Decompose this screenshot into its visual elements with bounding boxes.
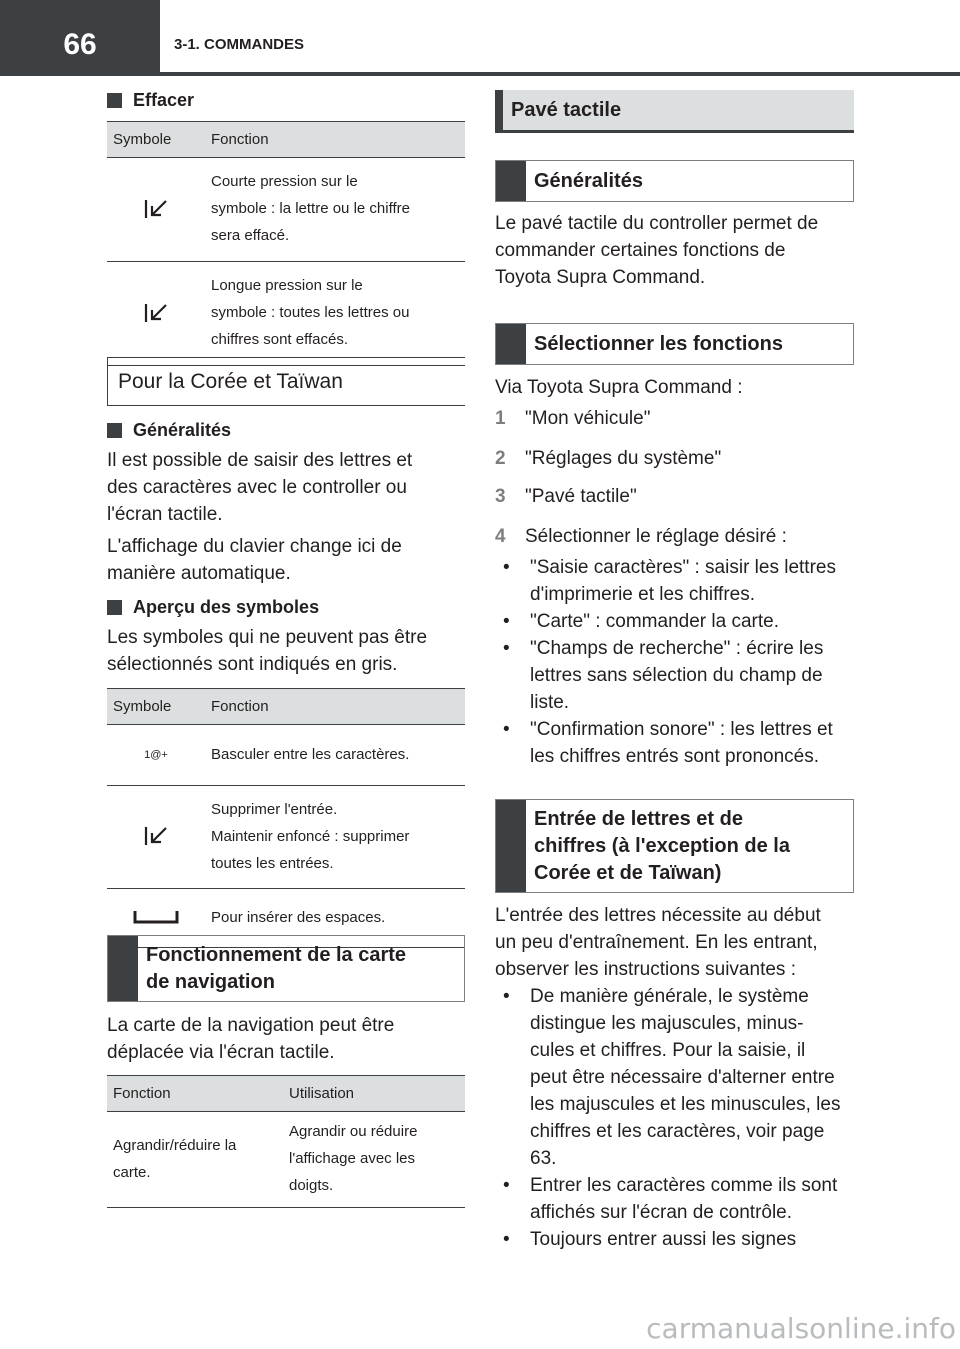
apercu-heading: Aperçu des symboles — [107, 595, 465, 619]
list-item: • "Carte" : commander la carte. — [503, 611, 779, 632]
character-switch-icon: 1@+ — [107, 725, 205, 786]
steps-section: Via Toyota Supra Command : 1 "Mon véhicule" 2 "Réglages du système" 3 "Pavé tactile" 4 Sélectionner le réglage désiré : • "Saisie caractères" : saisir les lettres d'imprimerie et les chiffres. • "Carte" : commander la carte. • "Champs de recherche" : écrire les lettres sans sélection du champ de liste. • "Confirmation sonore" : les lettres et les chiffres entrés sont prononcés. — [495, 374, 854, 770]
list-item: 1 "Mon véhicule" — [495, 408, 651, 429]
table-cell: Pour insérer des espaces. — [205, 889, 465, 948]
list-item: • De manière générale, le système distingue les majuscules, minus- cules et chiffres. Pour la saisie, il peut être nécessaire d'alterner entre les majuscules et les minuscules, les chiffres et les caractères, voir page 63. — [503, 986, 841, 1169]
apercu-table — [107, 688, 465, 948]
pave-box: Pavé tactile — [495, 90, 854, 133]
clavier-paragraph: L'affichage du clavier change ici de manière automatique. — [107, 536, 402, 584]
list-item: • "Saisie caractères" : saisir les lettres d'imprimerie et les chiffres. — [503, 557, 836, 605]
table-row — [107, 725, 465, 786]
list-item: 2 "Réglages du système" — [495, 448, 722, 469]
square-bullet-icon — [107, 423, 122, 438]
entree-box: Entrée de lettres et de chiffres (à l'exception de la Corée et de Taïwan) — [495, 799, 854, 893]
table-cell: Supprimer l'entrée. Maintenir enfoncé : supprimer toutes les entrées. — [205, 786, 465, 889]
nav-box: Fonctionnement de la carte de navigation — [107, 935, 465, 1002]
table-header-fonction: Fonction — [205, 689, 465, 725]
selection-box: Sélectionner les fonctions — [495, 323, 854, 365]
nav-table — [107, 1075, 465, 1208]
backspace-arrow-icon — [107, 262, 205, 366]
pave-text: Le pavé tactile du controller permet de commander certaines fonctions de Toyota Supra Command. — [495, 213, 819, 288]
table-header-symbole: Symbole — [107, 122, 205, 158]
list-item: • "Champs de recherche" : écrire les lettres sans sélection du champ de liste. — [503, 638, 824, 713]
apercu-paragraph: Les symboles qui ne peuvent pas être sélectionnés sont indiqués en gris. — [107, 627, 428, 675]
watermark-logo: carmanualsonline.info — [646, 1312, 956, 1345]
effacer-heading: Effacer — [107, 88, 465, 112]
table-header-fonction: Fonction — [205, 122, 465, 158]
table-row — [107, 786, 465, 889]
table-cell: Basculer entre les caractères. — [205, 725, 465, 786]
effacer-section — [107, 88, 465, 112]
effacer-table — [107, 121, 465, 366]
table-header-fonction: Fonction — [107, 1076, 283, 1112]
coree-box: Pour la Corée et Taïwan — [107, 357, 465, 406]
generalites-box: Généralités — [495, 160, 854, 202]
generalites-heading: Généralités — [107, 418, 465, 442]
table-header-utilisation: Utilisation — [283, 1076, 465, 1112]
table-row — [107, 158, 465, 262]
list-item: 3 "Pavé tactile" — [495, 486, 637, 507]
square-bullet-icon — [107, 600, 122, 615]
list-item: • Toujours entrer aussi les signes — [503, 1229, 797, 1250]
generalites-paragraph: Il est possible de saisir des lettres et des caractères avec le controller ou l'écran tactile. — [107, 450, 413, 525]
nav-table-wrap — [107, 1075, 465, 1208]
table-row — [107, 262, 465, 366]
effacer-table-wrap — [107, 121, 465, 366]
section-title: 3-1. COMMANDES — [174, 36, 305, 53]
table-cell: Agrandir ou réduire l'affichage avec les doigts. — [283, 1112, 465, 1208]
entree-section: L'entrée des lettres nécessite au début un peu d'entraînement. En les entrant, observer les instructions suivantes : • De manière générale, le système distingue les majuscules, minus- cules et chiffres. Pour la saisie, il peut être nécessaire d'alterner entre les majuscules et les minuscules, les chiffres et les caractères, voir page 63. • Entrer les caractères comme ils sont affichés sur l'écran de contrôle. • Toujours entrer aussi les signes — [495, 902, 854, 1253]
nav-text: La carte de la navigation peut être déplacée via l'écran tactile. — [107, 1015, 395, 1063]
apercu-table-wrap — [107, 688, 465, 948]
table-row — [107, 1112, 465, 1208]
table-cell: Courte pression sur le symbole : la lettre ou le chiffre sera effacé. — [205, 158, 465, 262]
list-item: • Entrer les caractères comme ils sont affichés sur l'écran de contrôle. — [503, 1175, 838, 1223]
table-cell: Longue pression sur le symbole : toutes les lettres ou chiffres sont effacés. — [205, 262, 465, 366]
list-item: 4 Sélectionner le réglage désiré : — [495, 526, 787, 547]
square-bullet-icon — [107, 93, 122, 108]
table-cell: Agrandir/réduire la carte. — [107, 1112, 283, 1208]
table-header-symbole: Symbole — [107, 689, 205, 725]
generalites-section — [107, 418, 465, 678]
list-item: • "Confirmation sonore" : les lettres et les chiffres entrés sont prononcés. — [503, 719, 833, 767]
page-number: 66 — [63, 28, 97, 61]
backspace-arrow-icon — [107, 158, 205, 262]
backspace-arrow-icon — [107, 786, 205, 889]
header-rule — [0, 72, 960, 76]
